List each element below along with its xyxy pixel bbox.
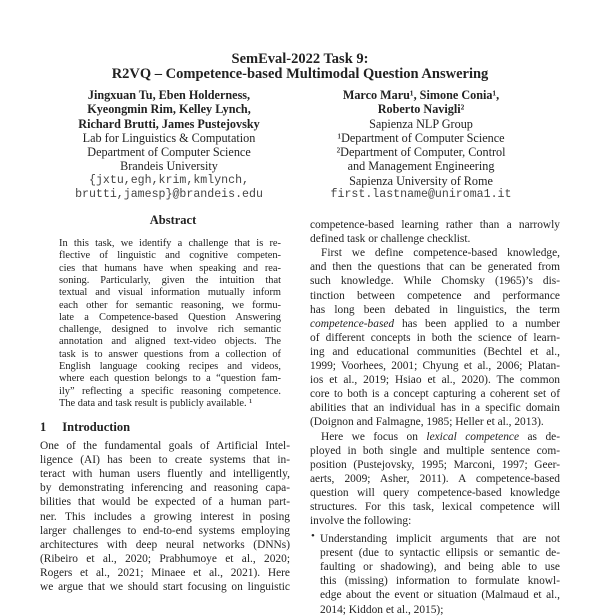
author-names: Kyeongmin Rim, Kelley Lynch, — [87, 102, 251, 117]
text-line: annotation and aligned text-video objects. The — [59, 336, 281, 348]
affiliation: Brandeis University — [120, 159, 218, 174]
text-line: ner. This includes a growing interest in posing — [40, 510, 290, 523]
text-line: abilities that an individual has in a specific domain — [310, 402, 560, 415]
text-line: edge about the event or situation (Malmaud et al., — [320, 589, 560, 602]
text-line: aerts, 2009; Asher, 2011). A competence-based — [310, 472, 560, 485]
text-line: teract with human users fluently and intelligently, — [40, 468, 290, 481]
section-heading — [40, 420, 130, 435]
author-names: Jingxuan Tu, Eben Holderness, — [87, 88, 251, 102]
paper-title-line-2: R2VQ – Competence-based Multimodal Question Answering — [111, 66, 489, 82]
affiliation: and Management Engineering — [347, 159, 495, 174]
author-names: Marco Maru¹, Simone Conia¹, — [342, 88, 500, 102]
text-line: The data and task result is publicly available. ¹ — [59, 397, 253, 409]
text-line: task is to answer questions from a collection of — [59, 348, 281, 360]
text-line: 1999; Voorhees, 2001; Chyung et al., 2006; Platan- — [310, 360, 560, 372]
authors-right — [302, 88, 540, 202]
affiliation: ²Department of Computer, Control — [336, 145, 506, 160]
text-line: Understanding implicit arguments that are not — [320, 533, 560, 545]
text-line: First we define competence-based knowledge, — [321, 247, 560, 260]
text-line: architectures with deep neural networks (DNNs) — [40, 538, 290, 551]
text-line: flective of linguistic and cognitive competen- — [59, 250, 281, 262]
text-line: ily” reflecting a specific reasoning competence. — [59, 385, 281, 397]
bullet-marker: • — [311, 530, 315, 542]
text-line: and then the questions that can be generated from — [310, 261, 560, 274]
affiliation: Lab for Linguistics & Computation — [82, 130, 256, 145]
author-names: Richard Brutti, James Pustejovsky — [78, 116, 260, 131]
text-line: (Doignon and Falmagne, 1985; Heller et al., 2013). — [310, 416, 544, 429]
text-line: we argue that we should start focusing on linguistic — [40, 581, 290, 593]
text-line: of different concepts in both the science of learn- — [310, 331, 560, 344]
text-line: this (missing) information to formulate knowl- — [320, 575, 560, 588]
text-line: One of the fundamental goals of Artificial Intel- — [40, 440, 290, 452]
text-line: textual and visual information mutually inform — [59, 287, 281, 299]
affiliation: Department of Computer Science — [87, 145, 251, 160]
text-line: by demonstrating inferencing and reasoning capa- — [40, 482, 290, 495]
abstract-heading: Abstract — [149, 213, 197, 227]
text-line: ligence (AI) has been to create systems that in- — [40, 454, 290, 467]
text-line: English language cooking recipes and videos, — [59, 361, 281, 372]
email: first.lastname@uniroma1.it — [330, 188, 512, 202]
text-line: bilities that would be expected of a human part- — [40, 496, 290, 509]
text-line: tinction between competence and performance — [310, 289, 560, 302]
text-line: soning. Particularly, given the intuition that — [59, 274, 281, 286]
affiliation: Sapienza NLP Group — [369, 116, 473, 131]
text-line: In this task, we identify a challenge that is re- — [59, 238, 281, 249]
text-line: each other for semantic reasoning, we formu- — [59, 299, 281, 311]
text-line: such knowledge. While Chomsky (1965)’s dis- — [310, 275, 560, 288]
paper-title-line-1: SemEval-2022 Task 9: — [231, 51, 369, 67]
text-line: Here we focus on lexical competence as de- — [321, 430, 560, 443]
text-line: where each question belongs to a “question fam- — [59, 373, 281, 385]
section-number: 1 — [40, 420, 47, 434]
text-line: competence-based learning rather than a narrowly — [310, 219, 560, 231]
section-title: Introduction — [62, 420, 131, 434]
author-names: Roberto Navigli² — [377, 102, 465, 117]
email: {jxtu,egh,krim,kmlynch, — [88, 173, 250, 187]
text-line: faulting or shadowing), and being able to use — [320, 561, 560, 574]
text-line: Rogers et al., 2021; Minaee et al., 2021). Here — [40, 566, 290, 579]
text-line: competence-based has been applied to a number — [310, 317, 560, 330]
text-line: core to both is a concept capturing a coherent set of — [310, 388, 560, 401]
text-line: (Ribeiro et al., 2020; Prabhumoye et al., 2020; — [40, 552, 290, 565]
text-line: ing and educational communities (Bechtel et al., — [310, 345, 560, 358]
text-line: structures. For this task, lexical competence will — [310, 501, 560, 513]
text-line: defined task or challenge checklist. — [310, 233, 471, 246]
text-line: question will query competence-based knowledge — [310, 486, 560, 499]
text-line: 2014; Kiddon et al., 2015); — [320, 603, 444, 616]
authors-left — [40, 88, 298, 202]
text-line: late a Competence-based Question Answering — [59, 311, 281, 323]
email: brutti,jamesp}@brandeis.edu — [75, 188, 263, 202]
affiliation: Sapienza University of Rome — [349, 173, 493, 188]
text-line: has long been debated in linguistics, the term — [310, 303, 560, 316]
text-line: involve the following: — [310, 515, 412, 528]
text-line: ployed in both single and multiple sentence com- — [310, 444, 560, 457]
text-line: present (due to syntactic ellipsis or semantic de- — [320, 547, 560, 560]
affiliation: ¹Department of Computer Science — [337, 130, 505, 145]
text-line: position (Pustejovsky, 1995; Marconi, 1997; Geer- — [310, 458, 560, 471]
text-line: challenge, designed to involve rich semantic — [59, 324, 281, 336]
text-line: cies that humans have when speaking and rea- — [59, 262, 281, 274]
text-line: ios et al., 2019; Hsiao et al., 2020). The common — [310, 374, 560, 387]
text-line: larger challenges to end-to-end systems employing — [40, 524, 290, 537]
